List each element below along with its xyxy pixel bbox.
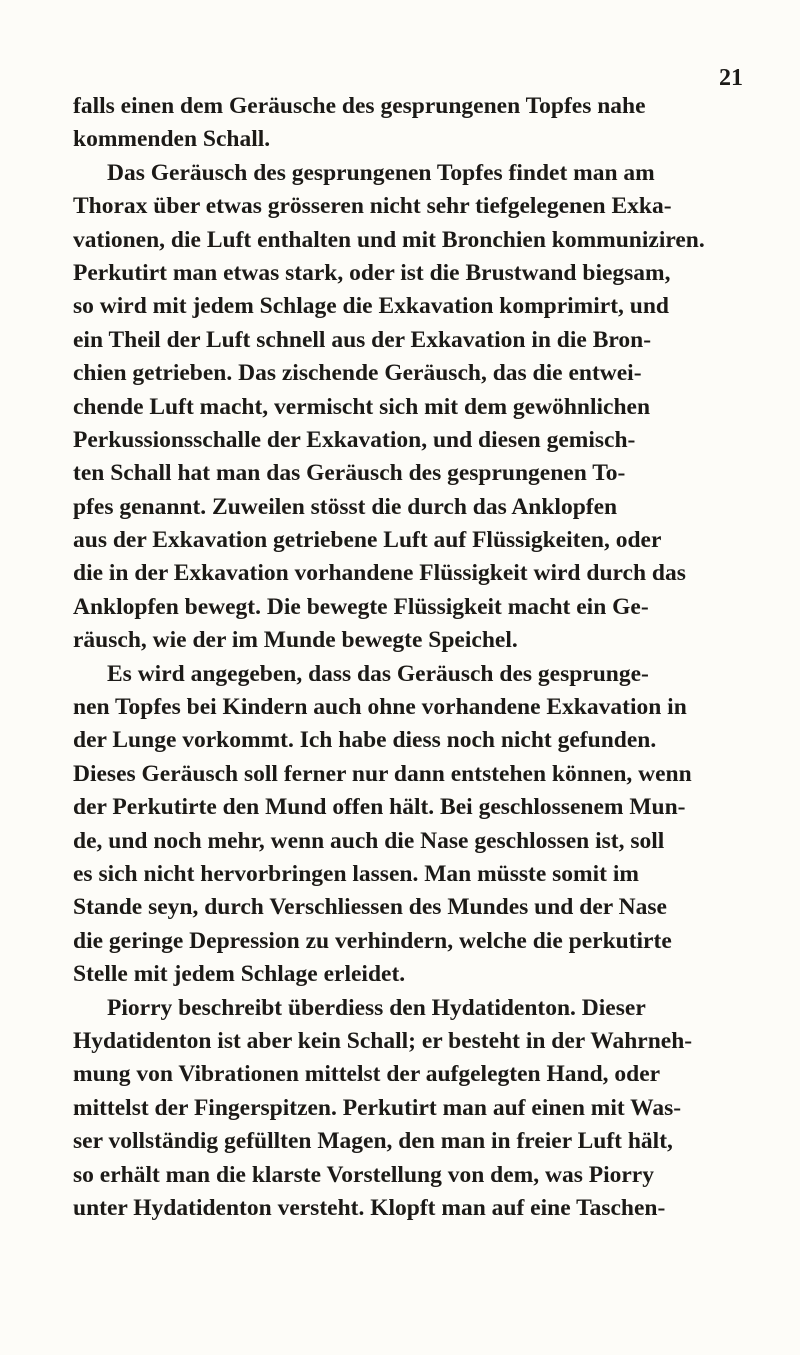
text-line: chende Luft macht, vermischt sich mit dem gewöhnlichen [73,393,651,420]
text-line: Das Geräusch des gesprungenen Topfes findet man am [107,159,655,186]
text-line: pfes genannt. Zuweilen stösst die durch das Anklopfen [73,493,618,520]
text-line: falls einen dem Geräusche des gesprungenen Topfes nahe [73,93,646,119]
text-line: die geringe Depression zu verhindern, welche die perkutirte [73,927,672,954]
text-line: die in der Exkavation vorhandene Flüssigkeit wird durch das [73,560,686,587]
text-line: Perkutirt man etwas stark, oder ist die Brustwand biegsam, [73,259,671,286]
text-line: nen Topfes bei Kindern auch ohne vorhandene Exkavation in [73,694,687,721]
text-line: der Lunge vorkommt. Ich habe diess noch nicht gefunden. [73,727,657,754]
text-line: so erhält man die klarste Vorstellung von dem, was Piorry [73,1161,654,1188]
text-line: Anklopfen bewegt. Die bewegte Flüssigkeit macht ein Ge- [73,593,649,620]
text-line: Thorax über etwas grösseren nicht sehr tiefgelegenen Exka- [73,193,672,220]
text-line: aus der Exkavation getriebene Luft auf Flüssigkeiten, oder [73,527,662,554]
text-line: mung von Vibrationen mittelst der aufgelegten Hand, oder [73,1061,661,1088]
text-line: vationen, die Luft enthalten und mit Bronchien kommuniziren. [73,226,705,253]
text-line: ein Theil der Luft schnell aus der Exkavation in die Bron- [73,326,652,353]
text-line: ser vollständig gefüllten Magen, den man in freier Luft hält, [73,1128,673,1155]
text-line: so wird mit jedem Schlage die Exkavation komprimirt, und [73,293,670,320]
text-line: kommenden Schall. [73,126,271,153]
text-line: räusch, wie der im Munde bewegte Speichel. [73,627,518,654]
text-line: Dieses Geräusch soll ferner nur dann entstehen können, wenn [73,760,692,787]
text-line: de, und noch mehr, wenn auch die Nase geschlossen ist, soll [73,827,665,854]
text-line: Stelle mit jedem Schlage erleidet. [73,961,406,988]
text-line: Es wird angegeben, dass das Geräusch des gesprunge- [107,660,649,687]
text-line: Piorry beschreibt überdiess den Hydatidenton. Dieser [107,994,646,1021]
text-line: unter Hydatidenton versteht. Klopft man auf eine Taschen- [73,1194,666,1221]
text-line: ten Schall hat man das Geräusch des gesprungenen To- [73,460,626,487]
text-line: Stande seyn, durch Verschliessen des Mundes und der Nase [73,894,667,921]
text-line: Hydatidenton ist aber kein Schall; er besteht in der Wahrneh- [73,1027,693,1054]
text-line: chien getrieben. Das zischende Geräusch, das die entwei- [73,360,642,387]
text-line: es sich nicht hervorbringen lassen. Man müsste somit im [73,860,639,887]
text-line: mittelst der Fingerspitzen. Perkutirt man auf einen mit Was- [73,1094,682,1121]
text-line: Perkussionsschalle der Exkavation, und diesen gemisch- [73,426,636,453]
text-line: der Perkutirte den Mund offen hält. Bei geschlossenem Mun- [73,794,686,821]
page-number: 21 [719,65,743,91]
body-text [73,90,743,1225]
